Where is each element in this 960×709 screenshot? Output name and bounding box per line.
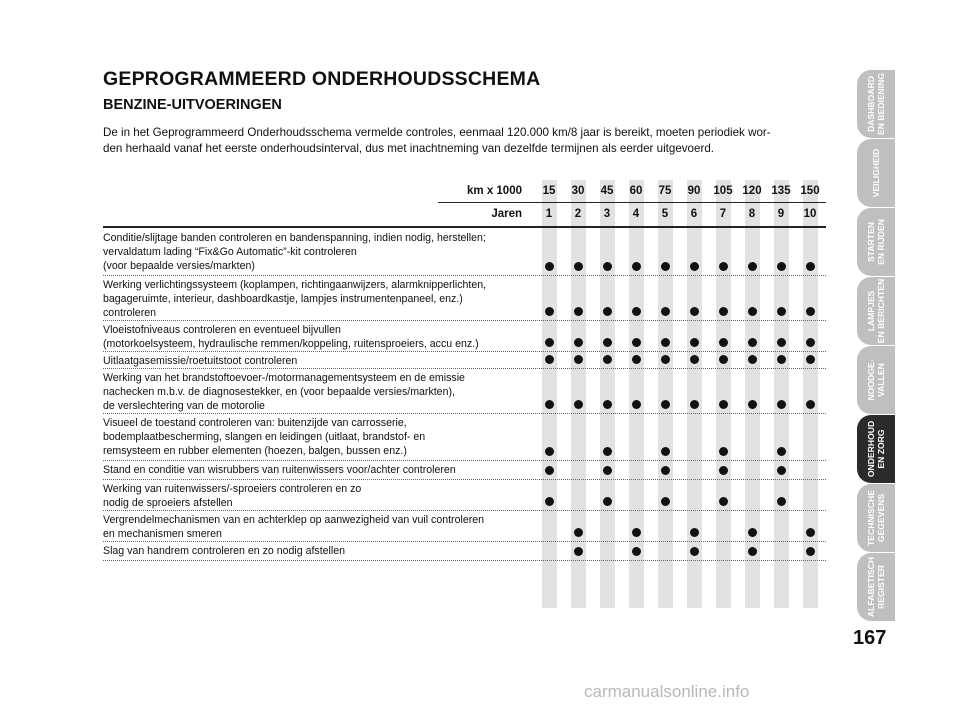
check-mark <box>661 497 670 506</box>
chapter-tab-label-line: STARTEN <box>866 222 876 262</box>
header-divider <box>103 226 826 228</box>
check-mark <box>777 466 786 475</box>
header-cell: 9 <box>777 208 785 220</box>
row-description-line: Uitlaatgasemissie/roetuitstoot controleren <box>103 355 298 367</box>
check-mark <box>719 307 728 316</box>
check-mark <box>806 355 815 364</box>
check-mark <box>632 338 641 347</box>
row-description-line: nachecken m.b.v. de diagnosestekker, en (voor bepaalde versies/markten), <box>103 386 455 398</box>
check-mark <box>777 338 786 347</box>
check-mark <box>661 338 670 347</box>
header-cell: 45 <box>600 185 614 197</box>
row-description <box>103 371 533 413</box>
row-description <box>103 463 533 477</box>
row-description <box>103 482 533 510</box>
chapter-tab-label-line: TECHNISCHE <box>866 490 876 546</box>
intro-paragraph <box>103 125 833 157</box>
table-row <box>103 229 826 276</box>
row-description <box>103 323 533 351</box>
row-description-line: Werking verlichtingssysteem (koplampen, richtingaanwijzers, alarmknipperlichten, <box>103 279 487 291</box>
check-mark <box>632 355 641 364</box>
header-cell: 15 <box>542 185 556 197</box>
check-mark <box>748 338 757 347</box>
check-mark <box>545 262 554 271</box>
chapter-tab-label-line: LAMPJES <box>866 290 876 332</box>
header-cell: 105 <box>713 185 733 197</box>
header-cell: 3 <box>603 208 611 220</box>
chapter-tab-label <box>866 219 886 265</box>
chapter-tab-label-line: NOODGE- <box>866 359 876 401</box>
check-mark <box>545 400 554 409</box>
row-description-line: Conditie/slijtage banden controleren en bandenspanning, indien nodig, herstellen; <box>103 232 486 244</box>
row-description-line: de verslechtering van de motorolie <box>103 400 265 412</box>
check-mark <box>545 307 554 316</box>
check-mark <box>574 355 583 364</box>
watermark: carmanualsonline.info <box>584 682 750 701</box>
check-mark <box>719 400 728 409</box>
row-description-line: Stand en conditie van wisrubbers van ruitenwissers voor/achter controleren <box>103 464 456 476</box>
check-mark <box>806 307 815 316</box>
check-mark <box>661 400 670 409</box>
check-mark <box>632 400 641 409</box>
chapter-tab[interactable] <box>857 415 895 483</box>
check-mark <box>632 528 641 537</box>
check-mark <box>632 307 641 316</box>
chapter-tab[interactable] <box>857 139 895 207</box>
header-cell: 150 <box>800 185 820 197</box>
check-mark <box>574 400 583 409</box>
chapter-tab[interactable] <box>857 484 895 552</box>
check-mark <box>806 547 815 556</box>
check-mark <box>748 547 757 556</box>
chapter-tab-label-line: ONDERHOUD <box>866 420 876 478</box>
check-mark <box>719 497 728 506</box>
header-cell: 7 <box>719 208 727 220</box>
table-header-row <box>103 180 826 202</box>
check-mark <box>574 528 583 537</box>
header-cell: 90 <box>687 185 701 197</box>
check-mark <box>690 307 699 316</box>
chapter-tab-label <box>866 359 886 400</box>
check-mark <box>806 338 815 347</box>
check-mark <box>603 466 612 475</box>
header-cell: 2 <box>574 208 582 220</box>
check-mark <box>603 307 612 316</box>
table-row <box>103 369 826 414</box>
check-mark <box>748 262 757 271</box>
check-mark <box>806 400 815 409</box>
check-mark <box>632 547 641 556</box>
row-description-line: (motorkoelsysteem, hydraulische remmen/koppeling, ruitensproeiers, accu enz.) <box>103 338 479 350</box>
check-mark <box>748 528 757 537</box>
chapter-tab-label <box>866 73 886 135</box>
header-cell: 120 <box>742 185 762 197</box>
check-mark <box>690 355 699 364</box>
header-label: km x 1000 <box>467 185 522 197</box>
chapter-tab-label-line: REGISTER <box>876 565 886 609</box>
check-mark <box>690 547 699 556</box>
check-mark <box>777 497 786 506</box>
header-cell: 60 <box>629 185 643 197</box>
check-mark <box>777 355 786 364</box>
chapter-tab-label-line: VEILIGHEID <box>871 148 881 198</box>
page-subtitle: BENZINE-UITVOERINGEN <box>103 97 282 113</box>
check-mark <box>574 307 583 316</box>
check-mark <box>545 497 554 506</box>
check-mark <box>719 338 728 347</box>
check-mark <box>748 307 757 316</box>
check-mark <box>777 447 786 456</box>
chapter-tab-label-line: EN RIJDEN <box>876 219 886 265</box>
row-description-line: bagageruimte, interieur, dashboardkastje, lampjes instrumentenpaneel, enz.) <box>103 293 463 305</box>
check-mark <box>603 262 612 271</box>
row-description <box>103 416 533 458</box>
chapter-tab-label-line: EN BERICHTEN <box>876 278 886 344</box>
table-row <box>103 511 826 542</box>
chapter-tab-label-line: EN BEDIENING <box>876 72 886 136</box>
chapter-tab-label-line: DASHBOARD <box>866 76 876 132</box>
check-mark <box>806 528 815 537</box>
check-mark <box>545 447 554 456</box>
header-cell: 6 <box>690 208 698 220</box>
table-row <box>103 321 826 352</box>
check-mark <box>690 400 699 409</box>
header-cell: 10 <box>803 208 817 220</box>
row-description-line: (voor bepaalde versies/markten) <box>103 260 255 272</box>
chapter-tab-label <box>866 279 886 343</box>
check-mark <box>690 262 699 271</box>
header-cell: 4 <box>632 208 640 220</box>
row-description-line: Slag van handrem controleren en zo nodig afstellen <box>103 545 346 557</box>
chapter-tab-label <box>866 557 886 617</box>
page-title: GEPROGRAMMEERD ONDERHOUDSSCHEMA <box>103 68 541 90</box>
chapter-tab-label-line: ALFABETISCH <box>866 556 876 618</box>
check-mark <box>719 355 728 364</box>
row-description-line: bodemplaatbescherming, slangen en leidingen (uitlaat, brandstof- en <box>103 431 426 443</box>
header-cell: 8 <box>748 208 756 220</box>
row-description-line: nodig de sproeiers afstellen <box>103 497 233 509</box>
row-description-line: Werking van het brandstoftoevoer-/motormanagementsysteem en de emissie <box>103 372 465 384</box>
header-cell: 135 <box>771 185 791 197</box>
check-mark <box>545 466 554 475</box>
chapter-tab-label <box>866 490 886 546</box>
row-description <box>103 354 533 368</box>
row-description-line: en mechanismen smeren <box>103 528 222 540</box>
check-mark <box>603 497 612 506</box>
check-mark <box>603 400 612 409</box>
check-mark <box>661 447 670 456</box>
header-cell: 30 <box>571 185 585 197</box>
row-description <box>103 513 533 541</box>
table-row <box>103 542 826 561</box>
table-row <box>103 461 826 480</box>
table-row <box>103 276 826 321</box>
chapter-tab[interactable] <box>857 208 895 276</box>
check-mark <box>545 338 554 347</box>
check-mark <box>719 447 728 456</box>
header-cell: 75 <box>658 185 672 197</box>
table-row <box>103 352 826 369</box>
check-mark <box>748 355 757 364</box>
chapter-tab-label-line: EN ZORG <box>876 429 886 469</box>
check-mark <box>690 528 699 537</box>
check-mark <box>603 355 612 364</box>
check-mark <box>661 307 670 316</box>
header-label: Jaren <box>491 208 522 220</box>
row-description-line: Vergrendelmechanismen van en achterklep op aanwezigheid van vuil controleren <box>103 514 485 526</box>
check-mark <box>719 262 728 271</box>
check-mark <box>661 355 670 364</box>
check-mark <box>777 262 786 271</box>
check-mark <box>632 262 641 271</box>
chapter-tab[interactable] <box>857 553 895 621</box>
chapter-tab-label-line: GEGEVENS <box>876 493 886 543</box>
row-divider <box>103 560 826 561</box>
page-number: 167 <box>853 627 887 649</box>
check-mark <box>661 466 670 475</box>
header-cell: 1 <box>545 208 553 220</box>
check-mark <box>661 262 670 271</box>
table-row <box>103 414 826 461</box>
chapter-tab[interactable] <box>857 277 895 345</box>
check-mark <box>748 400 757 409</box>
chapter-tab-label <box>871 149 881 198</box>
row-description-line: vervaldatum lading “Fix&Go Automatic”-kit controleren <box>103 246 357 258</box>
chapter-tab-label-line: VALLEN <box>876 363 886 397</box>
row-description-line: controleren <box>103 307 156 319</box>
table-header-row <box>103 203 826 225</box>
row-description <box>103 544 533 558</box>
table-row <box>103 480 826 511</box>
check-mark <box>545 355 554 364</box>
row-description <box>103 231 533 273</box>
check-mark <box>719 466 728 475</box>
check-mark <box>690 338 699 347</box>
check-mark <box>603 447 612 456</box>
check-mark <box>603 338 612 347</box>
check-mark <box>574 262 583 271</box>
header-cell: 5 <box>661 208 669 220</box>
row-description-line: Visueel de toestand controleren van: buitenzijde van carrosserie, <box>103 417 407 429</box>
intro-line: De in het Geprogrammeerd Onderhoudsschema vermelde controles, eenmaal 120.000 km/8 jaar is bereikt, moeten periodiek wor- <box>103 126 771 139</box>
chapter-tab[interactable] <box>857 70 895 138</box>
check-mark <box>574 547 583 556</box>
row-description-line: Werking van ruitenwissers/-sproeiers controleren en zo <box>103 483 362 495</box>
row-description-line: remsysteem en rubber elementen (hoezen, balgen, bussen enz.) <box>103 445 407 457</box>
check-mark <box>806 262 815 271</box>
chapter-tab-label <box>866 421 886 477</box>
check-mark <box>574 338 583 347</box>
check-mark <box>777 400 786 409</box>
intro-line: den herhaald vanaf het eerste onderhoudsinterval, dus met inachtneming van dezelfde termijnen als eerder uitgevoerd. <box>103 142 714 155</box>
check-mark <box>777 307 786 316</box>
chapter-tab[interactable] <box>857 346 895 414</box>
row-description-line: Vloeistofniveaus controleren en eventueel bijvullen <box>103 324 341 336</box>
row-description <box>103 278 533 320</box>
